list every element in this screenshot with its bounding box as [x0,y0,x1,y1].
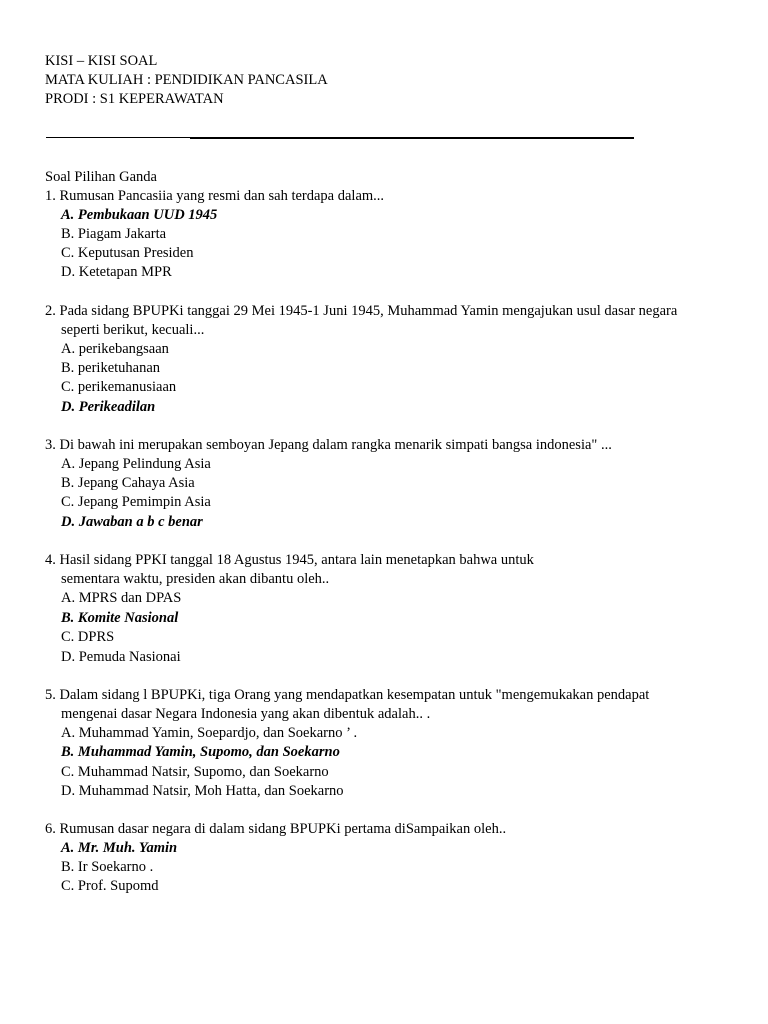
question-1-option-c: C. Keputusan Presiden [61,245,194,261]
question-4-option-a: A. MPRS dan DPAS [61,590,182,606]
question-1-text: 1. Rumusan Pancasiia yang resmi dan sah terdapa dalam... [45,188,385,204]
question-5-option-b: B. Muhammad Yamin, Supomo, dan Soekarno [61,744,340,760]
question-5-text-cont: mengenai dasar Negara Indonesia yang akan dibentuk adalah.. . [61,706,431,722]
section-title: Soal Pilihan Ganda [45,169,157,185]
header-divider-bold [190,137,634,139]
question-6-option-b: B. Ir Soekarno . [61,859,154,875]
question-6-option-a: A. Mr. Muh. Yamin [61,840,178,856]
question-4-option-b: B. Komite Nasional [61,610,179,626]
question-1-option-a: A. Pembukaan UUD 1945 [61,207,218,223]
question-5-option-a: A. Muhammad Yamin, Soepardjo, dan Soekarno ’ . [61,725,358,741]
header-title: KISI – KISI SOAL [45,53,158,69]
question-4-text-cont: sementara waktu, presiden akan dibantu oleh.. [61,571,330,587]
question-3-option-c: C. Jepang Pemimpin Asia [61,494,211,510]
question-2-option-c: C. perikemanusiaan [61,379,177,395]
header-course: MATA KULIAH : PENDIDIKAN PANCASILA [45,72,328,88]
header-program: PRODI : S1 KEPERAWATAN [45,91,224,107]
question-6-option-c: C. Prof. Supomd [61,878,159,894]
question-2-text-cont: seperti berikut, kecuali... [61,322,205,338]
question-1-option-b: B. Piagam Jakarta [61,226,167,242]
question-5-option-d: D. Muhammad Natsir, Moh Hatta, dan Soekarno [61,783,344,799]
question-5-text: 5. Dalam sidang l BPUPKi, tiga Orang yang mendapatkan kesempatan untuk "mengemukakan pendapat [45,687,650,703]
question-3-option-d: D. Jawaban a b c benar [61,514,203,530]
question-2-text: 2. Pada sidang BPUPKi tanggai 29 Mei 1945-1 Juni 1945, Muhammad Yamin mengajukan usul dasar negara [45,303,678,319]
question-4-text: 4. Hasil sidang PPKI tanggal 18 Agustus 1945, antara lain menetapkan bahwa untuk [45,552,534,568]
question-2-option-b: B. periketuhanan [61,360,161,376]
question-5-option-c: C. Muhammad Natsir, Supomo, dan Soekarno [61,764,329,780]
question-4-option-c: C. DPRS [61,629,115,645]
question-6-text: 6. Rumusan dasar negara di dalam sidang BPUPKi pertama diSampaikan oleh.. [45,821,507,837]
question-2-option-d: D. Perikeadilan [61,399,156,415]
question-2-option-a: A. perikebangsaan [61,341,169,357]
question-3-option-a: A. Jepang Pelindung Asia [61,456,211,472]
question-3-option-b: B. Jepang Cahaya Asia [61,475,195,491]
question-4-option-d: D. Pemuda Nasionai [61,649,181,665]
question-1-option-d: D. Ketetapan MPR [61,264,172,280]
question-3-text: 3. Di bawah ini merupakan semboyan Jepang dalam rangka menarik simpati bangsa indonesia" ... [45,437,612,453]
